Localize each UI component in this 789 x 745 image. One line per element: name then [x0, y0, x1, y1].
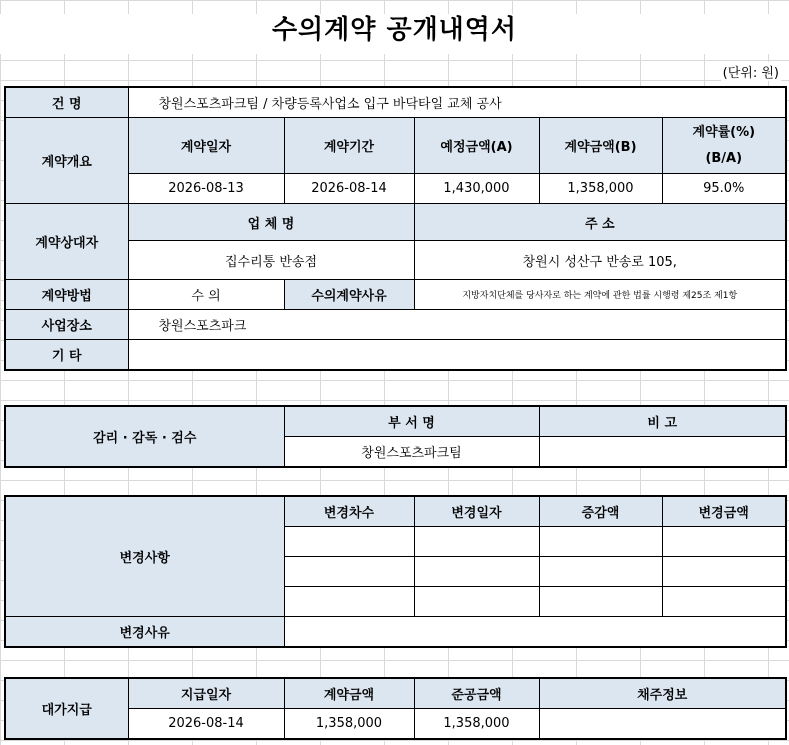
change-seq-cell — [284, 587, 414, 617]
pay-date: 2026-08-14 — [128, 709, 284, 740]
change-amount-cell — [662, 587, 786, 617]
pay-creditor — [539, 709, 786, 740]
supervision-table — [4, 405, 787, 468]
change-date-cell — [414, 557, 539, 587]
contract-amount: 1,358,000 — [539, 174, 662, 204]
overview-label: 계약개요 — [5, 118, 128, 204]
pay-amount: 1,358,000 — [284, 709, 414, 740]
change-reason-label: 변경사유 — [5, 617, 284, 648]
change-seq-cell — [284, 557, 414, 587]
changes-label: 변경사항 — [5, 496, 284, 617]
dept-value: 창원스포츠파크팀 — [284, 437, 539, 468]
payment-table — [4, 677, 787, 740]
change-amount-cell — [662, 527, 786, 557]
col-contract-period: 계약기간 — [284, 118, 414, 174]
payment-label: 대가지급 — [5, 678, 128, 739]
unit-label: (단위: 원) — [721, 62, 781, 81]
method-label: 계약방법 — [5, 280, 128, 310]
contract-date: 2026-08-13 — [128, 174, 284, 204]
contract-rate: 95.0% — [662, 174, 786, 204]
col-contract-date: 계약일자 — [128, 118, 284, 174]
col-contract-amount: 계약금액(B) — [539, 118, 662, 174]
col-change-delta: 증감액 — [539, 496, 662, 527]
page-title: 수의계약 공개내역서 — [0, 14, 789, 54]
note-value — [539, 437, 786, 468]
note-label: 비 고 — [539, 406, 786, 437]
col-estimated-amount: 예정금액(A) — [414, 118, 539, 174]
supervision-label: 감리 · 감독 · 검수 — [5, 406, 284, 467]
method-value: 수 의 — [128, 280, 284, 310]
changes-table — [4, 495, 787, 648]
col-pay-completion: 준공금액 — [414, 678, 539, 709]
col-rate-line1: 계약률(%) — [692, 124, 756, 140]
party-label: 계약상대자 — [5, 204, 128, 280]
col-change-seq: 변경차수 — [284, 496, 414, 527]
site-label: 사업장소 — [5, 310, 128, 340]
contract-period: 2026-08-14 — [284, 174, 414, 204]
col-rate-line2: (B/A) — [705, 150, 743, 166]
change-reason-value — [284, 617, 786, 648]
col-pay-creditor: 채주정보 — [539, 678, 786, 709]
etc-label: 기 타 — [5, 340, 128, 371]
change-amount-cell — [662, 557, 786, 587]
contract-name-value: 창원스포츠파크팀 / 차량등록사업소 입구 바닥타일 교체 공사 — [128, 87, 786, 118]
company-value: 집수리통 반송점 — [128, 241, 414, 280]
col-change-amount: 변경금액 — [662, 496, 786, 527]
address-label: 주 소 — [414, 204, 786, 241]
change-delta-cell — [539, 557, 662, 587]
change-seq-cell — [284, 527, 414, 557]
col-change-date: 변경일자 — [414, 496, 539, 527]
reason-value: 지방자치단체를 당사자로 하는 계약에 관한 법률 시행령 제25조 제1항 — [414, 280, 786, 310]
dept-label: 부 서 명 — [284, 406, 539, 437]
contract-table — [4, 86, 787, 371]
etc-value — [128, 340, 786, 371]
estimated-amount: 1,430,000 — [414, 174, 539, 204]
col-pay-date: 지급일자 — [128, 678, 284, 709]
pay-completion: 1,358,000 — [414, 709, 539, 740]
change-delta-cell — [539, 587, 662, 617]
change-date-cell — [414, 527, 539, 557]
reason-label: 수의계약사유 — [284, 280, 414, 310]
site-value: 창원스포츠파크 — [128, 310, 786, 340]
col-pay-amount: 계약금액 — [284, 678, 414, 709]
change-date-cell — [414, 587, 539, 617]
company-label: 업 체 명 — [128, 204, 414, 241]
address-value: 창원시 성산구 반송로 105, — [414, 241, 786, 280]
contract-name-label: 건 명 — [5, 87, 128, 118]
change-delta-cell — [539, 527, 662, 557]
col-contract-rate — [662, 118, 786, 174]
